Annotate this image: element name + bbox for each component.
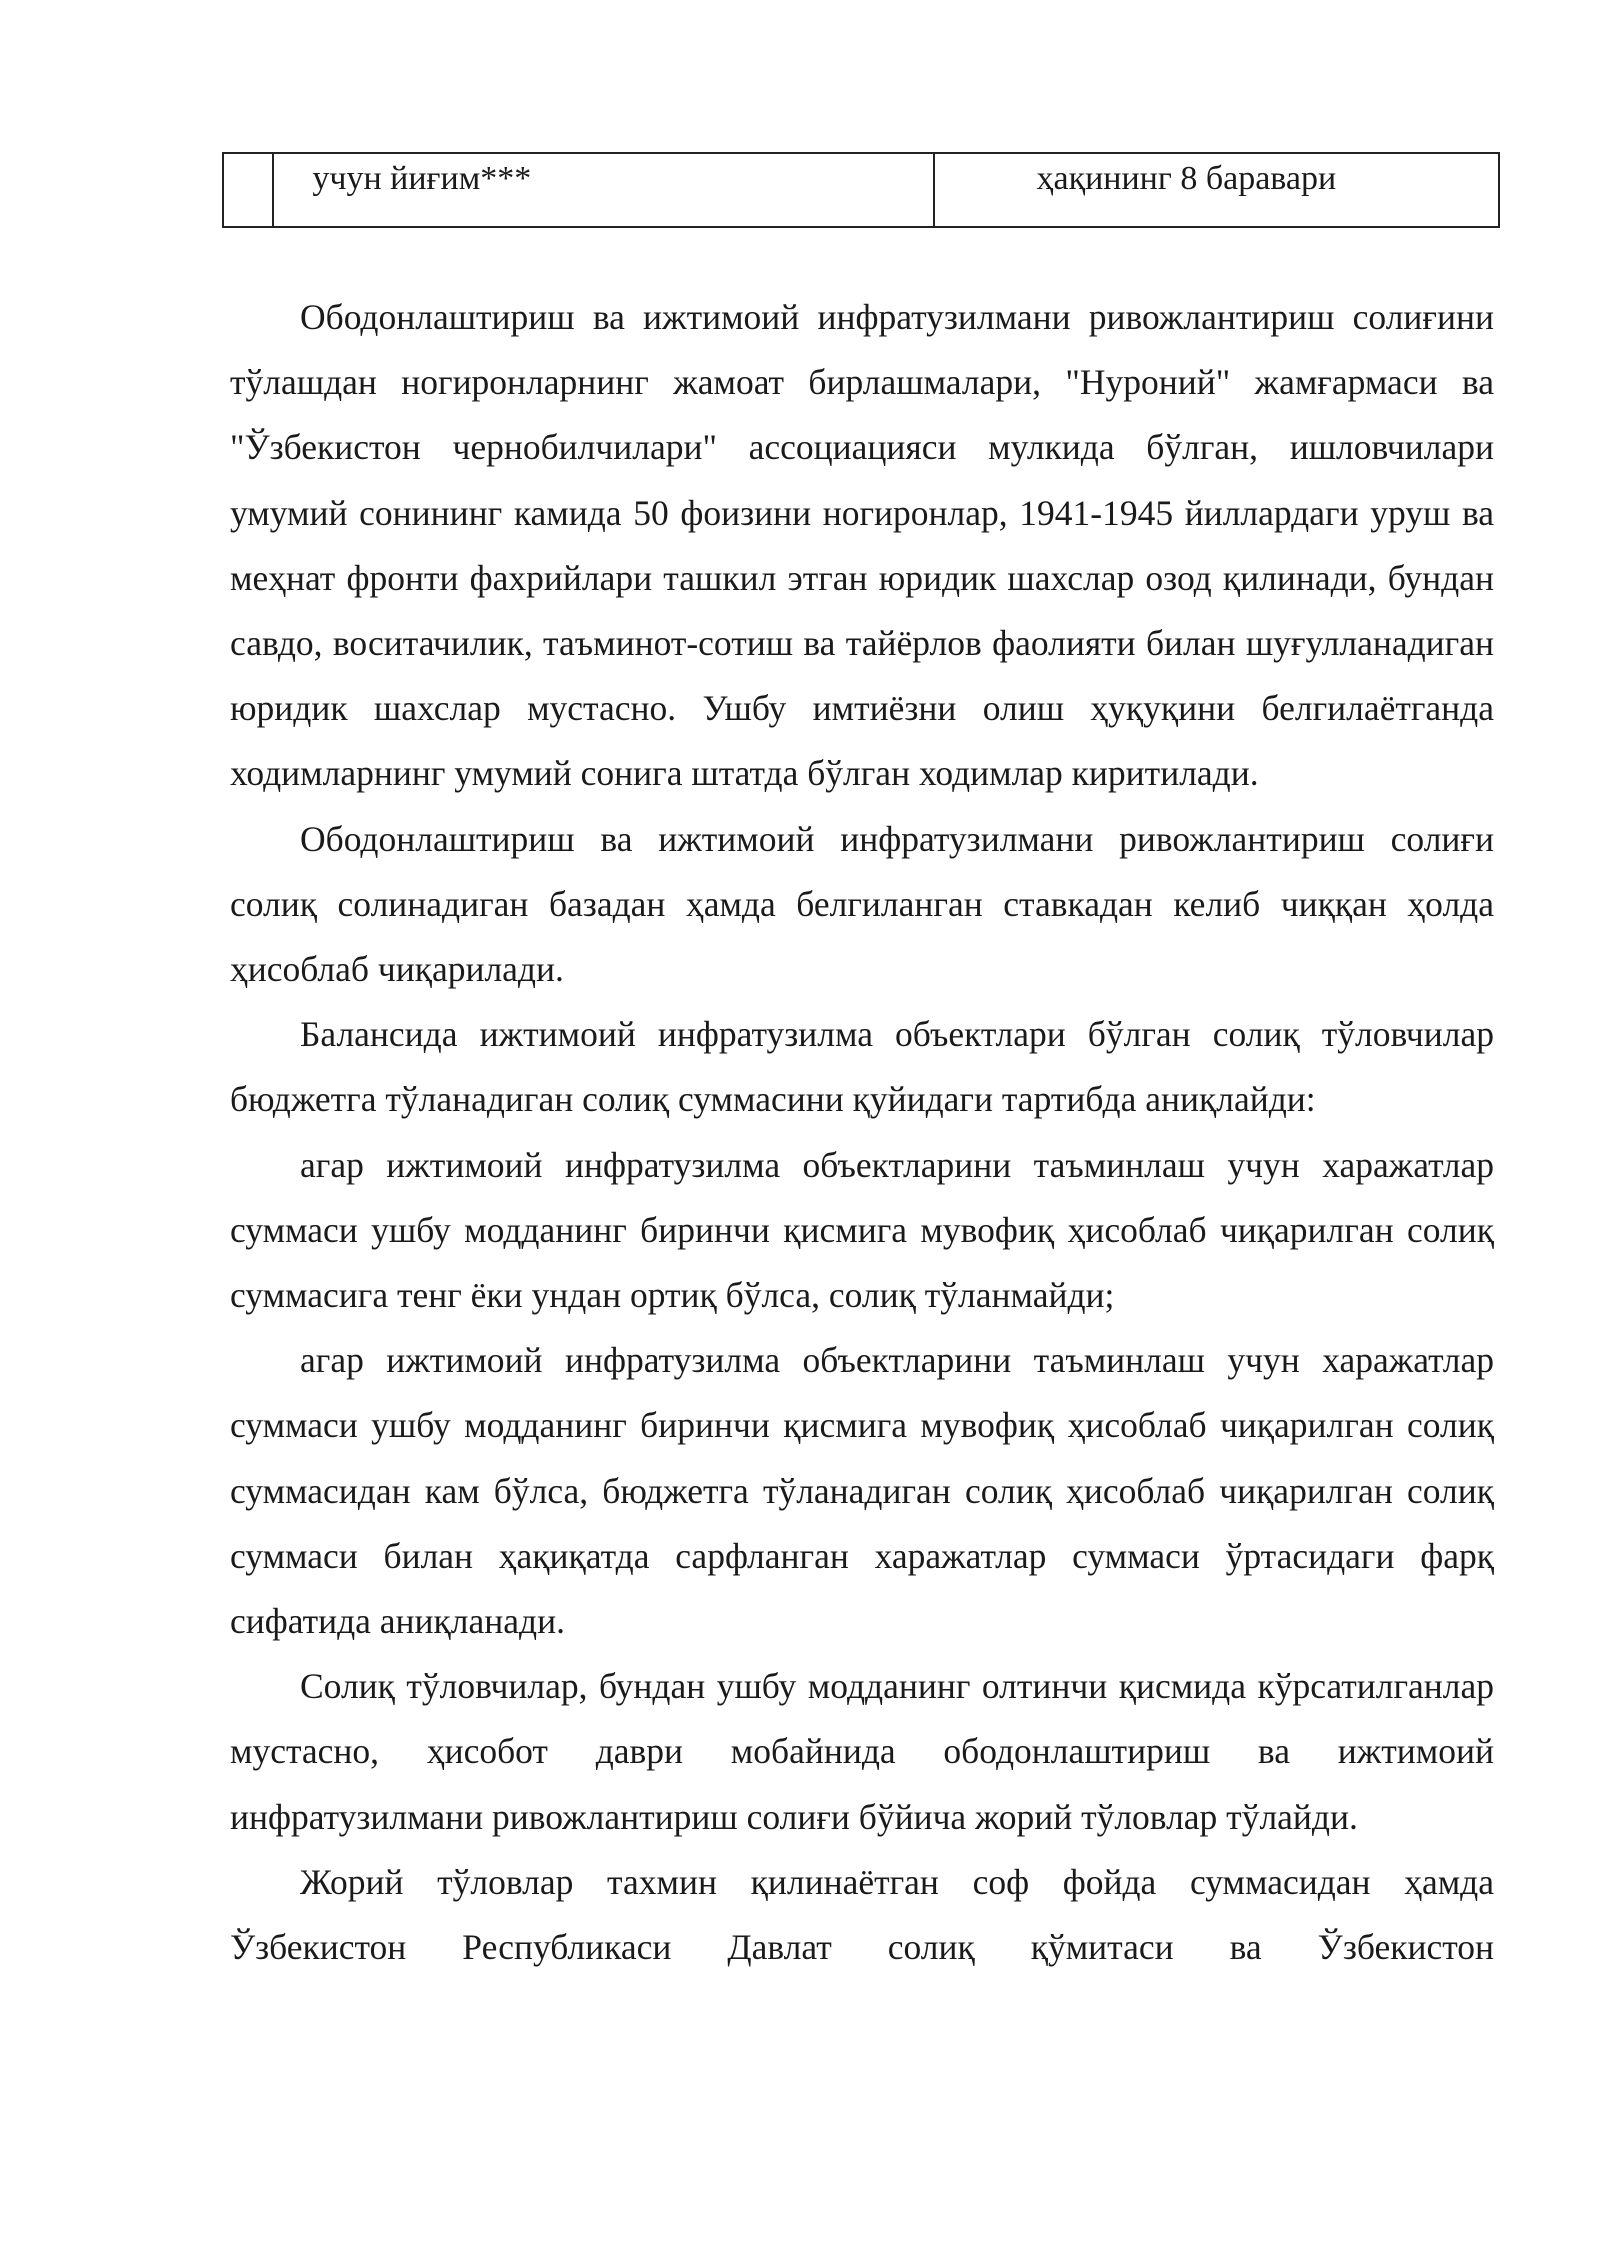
table-cell-fee-name: учун йиғим*** (273, 153, 933, 227)
table-cell-index (223, 153, 273, 227)
paragraph: агар ижтимоий инфратузилма объектларини таъминлаш учун харажатлар суммаси ушбу модданинг биринчи қисмига мувофиқ ҳисоблаб чиқарилган солиқ суммасидан кам бўлса, бюджетга тўланадиган солиқ ҳисоблаб чиқарилган солиқ суммаси билан ҳақиқатда сарфланган харажатлар суммаси ўртасидаги фарқ сифатида аниқланади. (230, 1340, 1494, 1642)
paragraph: Ободонлаштириш ва ижтимоий инфратузилмани ривожлантириш солиғи солиқ солинадиган базадан ҳамда белгиланган ставкадан келиб чиққан ҳолда ҳисоблаб чиқарилади. (230, 818, 1494, 990)
paragraph: Жорий тўловлар тахмин қилинаётган соф фойда суммасидан ҳамда Ўзбекистон Республикаси Давлат солиқ қўмитаси ва Ўзбекистон (230, 1861, 1494, 1968)
paragraph: агар ижтимоий инфратузилма объектларини таъминлаш учун харажатлар суммаси ушбу модданинг биринчи қисмига мувофиқ ҳисоблаб чиқарилган солиқ суммасига тенг ёки ундан ортиқ бўлса, солиқ тўланмайди; (230, 1144, 1494, 1316)
table-row (223, 153, 1499, 227)
paragraph: Балансида ижтимоий инфратузилма объектлари бўлган солиқ тўловчилар бюджетга тўланадиган солиқ суммасини қуйидаги тартибда аниқлайди: (230, 1014, 1494, 1120)
paragraph: Солиқ тўловчилар, бундан ушбу модданинг олтинчи қисмида кўрсатилганлар мустасно, ҳисобот даври мобайнида ободонлаштириш ва ижтимоий инфратузилмани ривожлантириш солиғи бўйича жорий тўловлар тўлайди. (230, 1666, 1494, 1837)
paragraph: Ободонлаштириш ва ижтимоий инфратузилмани ривожлантириш солиғини тўлашдан ногиронларнинг жамоат бирлашмалари, "Нуроний" жамғармаси ва "Ўзбекистон чернобилчилари" ассоциацияси мулкида бўлган, ишловчилари умумий сонининг камида 50 фоизини ногиронлар, 1941-1945 йиллардаги уруш ва меҳнат фронти фахрийлари ташкил этган юридик шахслар озод қилинади, бундан савдо, воситачилик, таъминот-сотиш ва тайёрлов фаолияти билан шуғулланадиган юридик шахслар мустасно. Ушбу имтиёзни олиш ҳуқуқини белгилаётганда ходимларнинг умумий сонига штатда бўлган ходимлар киритилади. (230, 297, 1494, 794)
document-body (230, 285, 1494, 1980)
table-cell-fee-rate: ҳақининг 8 баравари (934, 153, 1499, 227)
table-fragment (222, 152, 1500, 228)
